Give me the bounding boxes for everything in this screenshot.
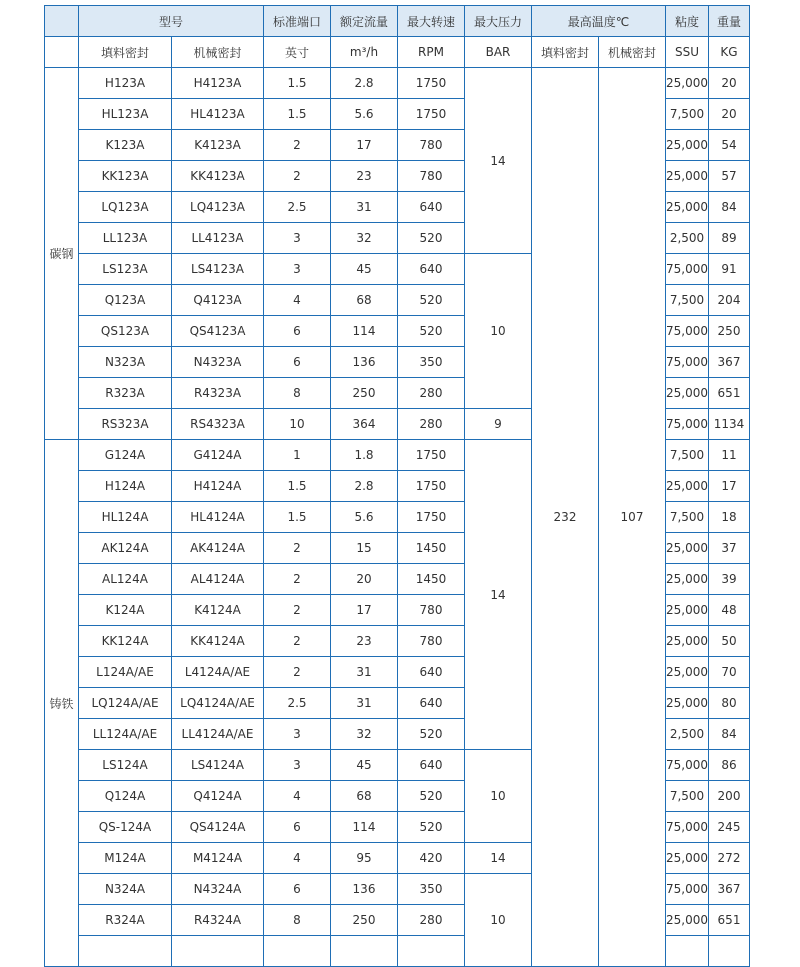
max-speed: 1750 — [398, 471, 465, 502]
unit-temp-packing: 填料密封 — [532, 37, 599, 68]
port-size: 1.5 — [264, 99, 331, 130]
header-corner-cell — [45, 6, 79, 37]
packing-seal-model: Q124A — [79, 781, 172, 812]
viscosity: 7,500 — [666, 285, 709, 316]
max-speed: 780 — [398, 626, 465, 657]
rated-flow: 15 — [331, 533, 398, 564]
weight: 39 — [709, 564, 750, 595]
viscosity: 75,000 — [666, 347, 709, 378]
viscosity: 2,500 — [666, 223, 709, 254]
rated-flow: 31 — [331, 688, 398, 719]
unit-port: 英寸 — [264, 37, 331, 68]
weight: 651 — [709, 378, 750, 409]
max-speed: 520 — [398, 719, 465, 750]
max-pressure: 14 — [465, 68, 532, 254]
unit-corner-cell — [45, 37, 79, 68]
rated-flow: 23 — [331, 626, 398, 657]
packing-seal-model: LQ123A — [79, 192, 172, 223]
material-cell: 碳钢 — [45, 68, 79, 440]
max-speed: 640 — [398, 688, 465, 719]
weight: 367 — [709, 874, 750, 905]
max-speed: 1450 — [398, 533, 465, 564]
port-size: 2.5 — [264, 192, 331, 223]
port-size: 10 — [264, 409, 331, 440]
rated-flow: 32 — [331, 719, 398, 750]
max-speed: 520 — [398, 316, 465, 347]
packing-seal-model: M124A — [79, 843, 172, 874]
header-speed: 最大转速 — [398, 6, 465, 37]
rated-flow: 20 — [331, 564, 398, 595]
port-size: 2 — [264, 130, 331, 161]
port-size: 1.5 — [264, 471, 331, 502]
max-speed — [398, 936, 465, 967]
weight: 651 — [709, 905, 750, 936]
unit-mechanical-seal: 机械密封 — [172, 37, 264, 68]
viscosity: 25,000 — [666, 843, 709, 874]
packing-seal-model: KK124A — [79, 626, 172, 657]
port-size: 6 — [264, 874, 331, 905]
port-size: 3 — [264, 750, 331, 781]
weight: 57 — [709, 161, 750, 192]
mechanical-seal-model: N4323A — [172, 347, 264, 378]
weight: 272 — [709, 843, 750, 874]
max-speed: 640 — [398, 657, 465, 688]
mechanical-seal-model: QS4124A — [172, 812, 264, 843]
unit-viscosity: SSU — [666, 37, 709, 68]
weight: 250 — [709, 316, 750, 347]
max-pressure: 14 — [465, 440, 532, 750]
mechanical-seal-model: R4324A — [172, 905, 264, 936]
header-pressure: 最大压力 — [465, 6, 532, 37]
header-port: 标准端口 — [264, 6, 331, 37]
rated-flow: 45 — [331, 254, 398, 285]
port-size: 3 — [264, 223, 331, 254]
rated-flow: 1.8 — [331, 440, 398, 471]
rated-flow — [331, 936, 398, 967]
packing-seal-model: LQ124A/AE — [79, 688, 172, 719]
max-pressure: 10 — [465, 874, 532, 967]
packing-seal-model: LS123A — [79, 254, 172, 285]
viscosity: 25,000 — [666, 161, 709, 192]
unit-row — [45, 37, 750, 68]
mechanical-seal-model: LL4123A — [172, 223, 264, 254]
packing-seal-model: QS-124A — [79, 812, 172, 843]
weight: 20 — [709, 68, 750, 99]
port-size: 8 — [264, 905, 331, 936]
max-speed: 280 — [398, 905, 465, 936]
unit-packing-seal: 填料密封 — [79, 37, 172, 68]
port-size — [264, 936, 331, 967]
rated-flow: 31 — [331, 192, 398, 223]
viscosity: 25,000 — [666, 905, 709, 936]
header-flow: 额定流量 — [331, 6, 398, 37]
viscosity: 75,000 — [666, 254, 709, 285]
rated-flow: 45 — [331, 750, 398, 781]
port-size: 1.5 — [264, 68, 331, 99]
header-model: 型号 — [79, 6, 264, 37]
weight: 20 — [709, 99, 750, 130]
unit-pressure: BAR — [465, 37, 532, 68]
packing-seal-model: N324A — [79, 874, 172, 905]
packing-seal-model: G124A — [79, 440, 172, 471]
port-size: 4 — [264, 843, 331, 874]
port-size: 2.5 — [264, 688, 331, 719]
packing-seal-model: N323A — [79, 347, 172, 378]
mechanical-seal-model: R4323A — [172, 378, 264, 409]
packing-seal-model: LS124A — [79, 750, 172, 781]
mechanical-seal-model: H4123A — [172, 68, 264, 99]
rated-flow: 250 — [331, 378, 398, 409]
weight: 91 — [709, 254, 750, 285]
max-speed: 780 — [398, 130, 465, 161]
header-row — [45, 6, 750, 37]
port-size: 1.5 — [264, 502, 331, 533]
packing-seal-model: HL124A — [79, 502, 172, 533]
packing-seal-model: Q123A — [79, 285, 172, 316]
weight: 48 — [709, 595, 750, 626]
rated-flow: 68 — [331, 285, 398, 316]
rated-flow: 114 — [331, 812, 398, 843]
mechanical-seal-model: KK4123A — [172, 161, 264, 192]
mechanical-seal-model: Q4123A — [172, 285, 264, 316]
viscosity: 25,000 — [666, 130, 709, 161]
max-pressure: 10 — [465, 750, 532, 843]
max-speed: 520 — [398, 285, 465, 316]
port-size: 2 — [264, 657, 331, 688]
mechanical-seal-model: LQ4123A — [172, 192, 264, 223]
viscosity: 75,000 — [666, 316, 709, 347]
max-pressure: 10 — [465, 254, 532, 409]
mechanical-seal-model: K4124A — [172, 595, 264, 626]
viscosity: 25,000 — [666, 68, 709, 99]
max-speed: 350 — [398, 347, 465, 378]
rated-flow: 23 — [331, 161, 398, 192]
mechanical-seal-model: Q4124A — [172, 781, 264, 812]
weight: 11 — [709, 440, 750, 471]
rated-flow: 2.8 — [331, 471, 398, 502]
table-row — [45, 68, 750, 99]
packing-seal-model: R323A — [79, 378, 172, 409]
packing-seal-model: R324A — [79, 905, 172, 936]
mechanical-seal-model: G4124A — [172, 440, 264, 471]
port-size: 8 — [264, 378, 331, 409]
weight: 1134 — [709, 409, 750, 440]
viscosity: 25,000 — [666, 564, 709, 595]
viscosity: 25,000 — [666, 378, 709, 409]
viscosity: 25,000 — [666, 688, 709, 719]
max-speed: 640 — [398, 750, 465, 781]
material-cell: 铸铁 — [45, 440, 79, 967]
weight: 50 — [709, 626, 750, 657]
weight: 17 — [709, 471, 750, 502]
mechanical-seal-model: N4324A — [172, 874, 264, 905]
packing-seal-model: HL123A — [79, 99, 172, 130]
rated-flow: 31 — [331, 657, 398, 688]
max-temp-packing: 232 — [532, 68, 599, 967]
max-speed: 1450 — [398, 564, 465, 595]
max-speed: 280 — [398, 378, 465, 409]
header-weight: 重量 — [709, 6, 750, 37]
viscosity: 25,000 — [666, 595, 709, 626]
rated-flow: 5.6 — [331, 99, 398, 130]
packing-seal-model: H123A — [79, 68, 172, 99]
mechanical-seal-model: LS4124A — [172, 750, 264, 781]
max-pressure: 14 — [465, 843, 532, 874]
rated-flow: 68 — [331, 781, 398, 812]
weight: 18 — [709, 502, 750, 533]
rated-flow: 5.6 — [331, 502, 398, 533]
packing-seal-model: K123A — [79, 130, 172, 161]
mechanical-seal-model: LS4123A — [172, 254, 264, 285]
max-speed: 520 — [398, 223, 465, 254]
header-viscosity: 粘度 — [666, 6, 709, 37]
rated-flow: 136 — [331, 347, 398, 378]
viscosity: 75,000 — [666, 750, 709, 781]
weight: 245 — [709, 812, 750, 843]
rated-flow: 2.8 — [331, 68, 398, 99]
rated-flow: 136 — [331, 874, 398, 905]
viscosity: 75,000 — [666, 409, 709, 440]
port-size: 1 — [264, 440, 331, 471]
rated-flow: 32 — [331, 223, 398, 254]
rated-flow: 17 — [331, 595, 398, 626]
rated-flow: 114 — [331, 316, 398, 347]
mechanical-seal-model: AL4124A — [172, 564, 264, 595]
weight — [709, 936, 750, 967]
max-speed: 780 — [398, 161, 465, 192]
mechanical-seal-model: HL4124A — [172, 502, 264, 533]
port-size: 2 — [264, 161, 331, 192]
max-speed: 1750 — [398, 68, 465, 99]
packing-seal-model: RS323A — [79, 409, 172, 440]
max-speed: 350 — [398, 874, 465, 905]
rated-flow: 17 — [331, 130, 398, 161]
unit-speed: RPM — [398, 37, 465, 68]
max-speed: 1750 — [398, 99, 465, 130]
viscosity: 25,000 — [666, 657, 709, 688]
mechanical-seal-model: M4124A — [172, 843, 264, 874]
viscosity: 7,500 — [666, 502, 709, 533]
weight: 70 — [709, 657, 750, 688]
packing-seal-model: H124A — [79, 471, 172, 502]
mechanical-seal-model: RS4323A — [172, 409, 264, 440]
mechanical-seal-model: LL4124A/AE — [172, 719, 264, 750]
unit-weight: KG — [709, 37, 750, 68]
viscosity: 25,000 — [666, 626, 709, 657]
viscosity: 7,500 — [666, 781, 709, 812]
weight: 37 — [709, 533, 750, 564]
viscosity: 75,000 — [666, 874, 709, 905]
header-temp: 最高温度℃ — [532, 6, 666, 37]
packing-seal-model: LL124A/AE — [79, 719, 172, 750]
max-speed: 640 — [398, 254, 465, 285]
max-pressure: 9 — [465, 409, 532, 440]
max-speed: 1750 — [398, 502, 465, 533]
port-size: 4 — [264, 781, 331, 812]
weight: 367 — [709, 347, 750, 378]
rated-flow: 250 — [331, 905, 398, 936]
port-size: 6 — [264, 347, 331, 378]
weight: 86 — [709, 750, 750, 781]
packing-seal-model: LL123A — [79, 223, 172, 254]
viscosity: 7,500 — [666, 99, 709, 130]
viscosity: 2,500 — [666, 719, 709, 750]
packing-seal-model: L124A/AE — [79, 657, 172, 688]
port-size: 2 — [264, 533, 331, 564]
max-speed: 640 — [398, 192, 465, 223]
max-temp-mechanical: 107 — [599, 68, 666, 967]
packing-seal-model: AK124A — [79, 533, 172, 564]
packing-seal-model: QS123A — [79, 316, 172, 347]
packing-seal-model: KK123A — [79, 161, 172, 192]
pump-spec-table — [44, 5, 750, 967]
viscosity: 25,000 — [666, 192, 709, 223]
port-size: 6 — [264, 316, 331, 347]
port-size: 4 — [264, 285, 331, 316]
weight: 84 — [709, 719, 750, 750]
port-size: 2 — [264, 564, 331, 595]
mechanical-seal-model: K4123A — [172, 130, 264, 161]
weight: 204 — [709, 285, 750, 316]
mechanical-seal-model — [172, 936, 264, 967]
viscosity: 25,000 — [666, 471, 709, 502]
max-speed: 280 — [398, 409, 465, 440]
max-speed: 1750 — [398, 440, 465, 471]
rated-flow: 364 — [331, 409, 398, 440]
port-size: 6 — [264, 812, 331, 843]
weight: 80 — [709, 688, 750, 719]
unit-temp-mechanical: 机械密封 — [599, 37, 666, 68]
viscosity: 75,000 — [666, 812, 709, 843]
weight: 89 — [709, 223, 750, 254]
weight: 200 — [709, 781, 750, 812]
weight: 54 — [709, 130, 750, 161]
max-speed: 520 — [398, 812, 465, 843]
packing-seal-model — [79, 936, 172, 967]
packing-seal-model: K124A — [79, 595, 172, 626]
unit-flow: m³/h — [331, 37, 398, 68]
max-speed: 520 — [398, 781, 465, 812]
mechanical-seal-model: KK4124A — [172, 626, 264, 657]
weight: 84 — [709, 192, 750, 223]
viscosity: 7,500 — [666, 440, 709, 471]
mechanical-seal-model: H4124A — [172, 471, 264, 502]
viscosity — [666, 936, 709, 967]
mechanical-seal-model: QS4123A — [172, 316, 264, 347]
max-speed: 780 — [398, 595, 465, 626]
mechanical-seal-model: AK4124A — [172, 533, 264, 564]
mechanical-seal-model: LQ4124A/AE — [172, 688, 264, 719]
mechanical-seal-model: L4124A/AE — [172, 657, 264, 688]
packing-seal-model: AL124A — [79, 564, 172, 595]
port-size: 2 — [264, 595, 331, 626]
rated-flow: 95 — [331, 843, 398, 874]
port-size: 2 — [264, 626, 331, 657]
port-size: 3 — [264, 254, 331, 285]
max-speed: 420 — [398, 843, 465, 874]
viscosity: 25,000 — [666, 533, 709, 564]
mechanical-seal-model: HL4123A — [172, 99, 264, 130]
port-size: 3 — [264, 719, 331, 750]
